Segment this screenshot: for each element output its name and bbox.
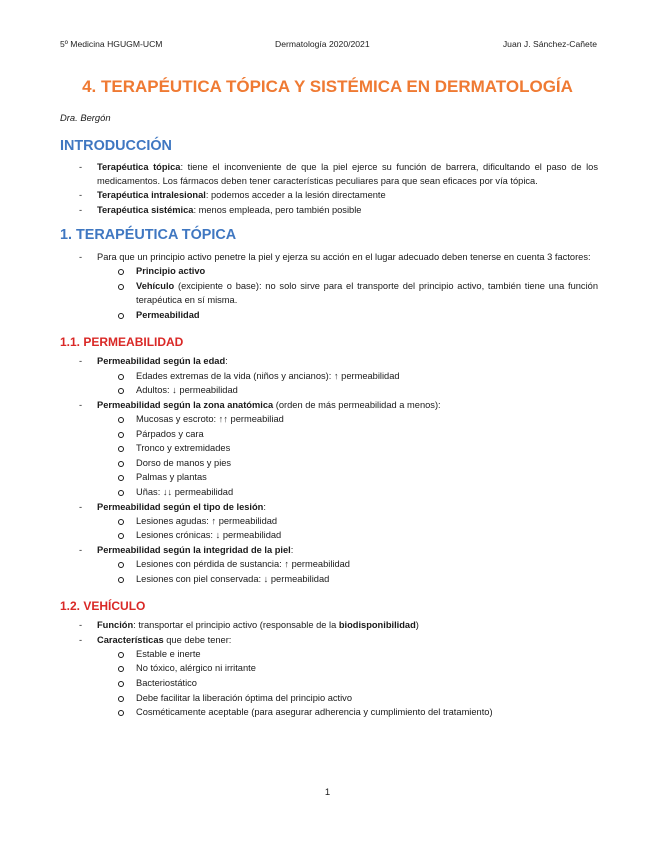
page-number: 1	[324, 787, 331, 798]
list-item: Cosméticamente aceptable (para asegurar adherencia y cumplimiento del tratamiento)	[60, 705, 598, 720]
header-left: 5º Medicina HGUGM-UCM	[60, 39, 163, 49]
header-right: Juan J. Sánchez-Cañete	[502, 39, 597, 49]
list-item: Párpados y cara	[60, 427, 598, 442]
list-item: Bacteriostático	[60, 676, 598, 691]
intro-item-sistemica: - Terapéutica sistémica: menos empleada, pero también posible	[60, 203, 598, 217]
perm-edad-items	[97, 369, 598, 398]
list-item: Lesiones con piel conservada: ↓ permeabilidad	[60, 572, 598, 587]
factor-vehiculo: Vehículo (excipiente o base): no solo sirve para el transporte del principio activo, también tiene una función terapéutica en sí misma.	[60, 279, 598, 308]
intro-item-intralesional: - Terapéutica intralesional: podemos acceder a la lesión directamente	[60, 188, 598, 202]
list-item: Dorso de manos y pies	[60, 456, 598, 471]
perm-group-tipo-lesion: - Permeabilidad según el tipo de lesión: Lesiones agudas: ↑ permeabilidad Lesiones crónicas: ↓ permeabilidad	[60, 500, 598, 543]
section1-intro: - Para que un principio activo penetre la piel y ejerza su acción en el lugar adecuado deben tenerse en cuenta 3 factores: Principio activo Vehículo (excipiente o base): no solo sirve para el transporte del principio activo, también tiene una función terapéutica en sí misma. Permeabilidad	[60, 250, 598, 323]
heading-terapeutica-topica: 1. TERAPÉUTICA TÓPICA	[60, 226, 237, 243]
perm-group-integridad: - Permeabilidad según la integridad de la piel: Lesiones con pérdida de sustancia: ↑ permeabilidad Lesiones con piel conservada: ↓ permeabilidad	[60, 543, 598, 586]
permeabilidad-list	[60, 354, 598, 586]
vehiculo-funcion: - Función: transportar el principio activo (responsable de la biodisponibilidad)	[60, 618, 598, 632]
header-center: Dermatología 2020/2021	[275, 39, 370, 49]
caracteristicas-items	[97, 647, 598, 720]
perm-integridad-items	[97, 557, 598, 586]
factor-principio-activo: Principio activo	[60, 264, 598, 279]
factor-permeabilidad: Permeabilidad	[60, 308, 598, 323]
document-title: 4. TERAPÉUTICA TÓPICA Y SISTÉMICA EN DERMATOLOGÍA	[82, 77, 573, 96]
list-item: Palmas y plantas	[60, 470, 598, 485]
list-item: Lesiones con pérdida de sustancia: ↑ permeabilidad	[60, 557, 598, 572]
vehiculo-list	[60, 618, 598, 719]
section1-list	[60, 250, 598, 323]
heading-permeabilidad: 1.1. PERMEABILIDAD	[60, 335, 184, 350]
list-item: Edades extremas de la vida (niños y ancianos): ↑ permeabilidad	[60, 369, 598, 384]
heading-introduccion: INTRODUCCIÓN	[60, 138, 172, 154]
list-item: Tronco y extremidades	[60, 441, 598, 456]
list-item: Estable e inerte	[60, 647, 598, 662]
list-item: Debe facilitar la liberación óptima del principio activo	[60, 691, 598, 706]
vehiculo-caracteristicas: - Características que debe tener: Estable e inerte No tóxico, alérgico ni irritante Bacteriostático Debe facilitar la liberación óptima del principio activo Cosméticamente aceptable (para asegurar adherencia y cumplimiento del tratamiento)	[60, 633, 598, 720]
list-item: Mucosas y escroto: ↑↑ permeabiliad	[60, 412, 598, 427]
list-item: No tóxico, alérgico ni irritante	[60, 661, 598, 676]
intro-item-topica: - Terapéutica tópica: tiene el inconveniente de que la piel ejerce su función de barrera, dificultando el paso de los medicamentos. Los fármacos deben tener características peculiares para que sean eficaces por vía tópica.	[60, 160, 598, 188]
factors-list	[97, 264, 598, 322]
author: Dra. Bergón	[60, 112, 111, 123]
perm-zona-items	[97, 412, 598, 500]
perm-group-edad: - Permeabilidad según la edad: Edades extremas de la vida (niños y ancianos): ↑ permeabilidad Adultos: ↓ permeabilidad	[60, 354, 598, 397]
list-item: Adultos: ↓ permeabilidad	[60, 383, 598, 398]
list-item: Lesiones crónicas: ↓ permeabilidad	[60, 528, 598, 543]
heading-vehiculo: 1.2. VEHÍCULO	[60, 599, 146, 614]
perm-group-zona: - Permeabilidad según la zona anatómica (orden de más permeabilidad a menos): Mucosas y escroto: ↑↑ permeabiliad Párpados y cara Tronco y extremidades Dorso de manos y pies Palmas y plantas Uñas: ↓↓ permeabilidad	[60, 398, 598, 500]
intro-list	[60, 160, 598, 217]
list-item: Lesiones agudas: ↑ permeabilidad	[60, 514, 598, 529]
content	[60, 136, 598, 720]
perm-lesion-items	[97, 514, 598, 543]
list-item: Uñas: ↓↓ permeabilidad	[60, 485, 598, 500]
